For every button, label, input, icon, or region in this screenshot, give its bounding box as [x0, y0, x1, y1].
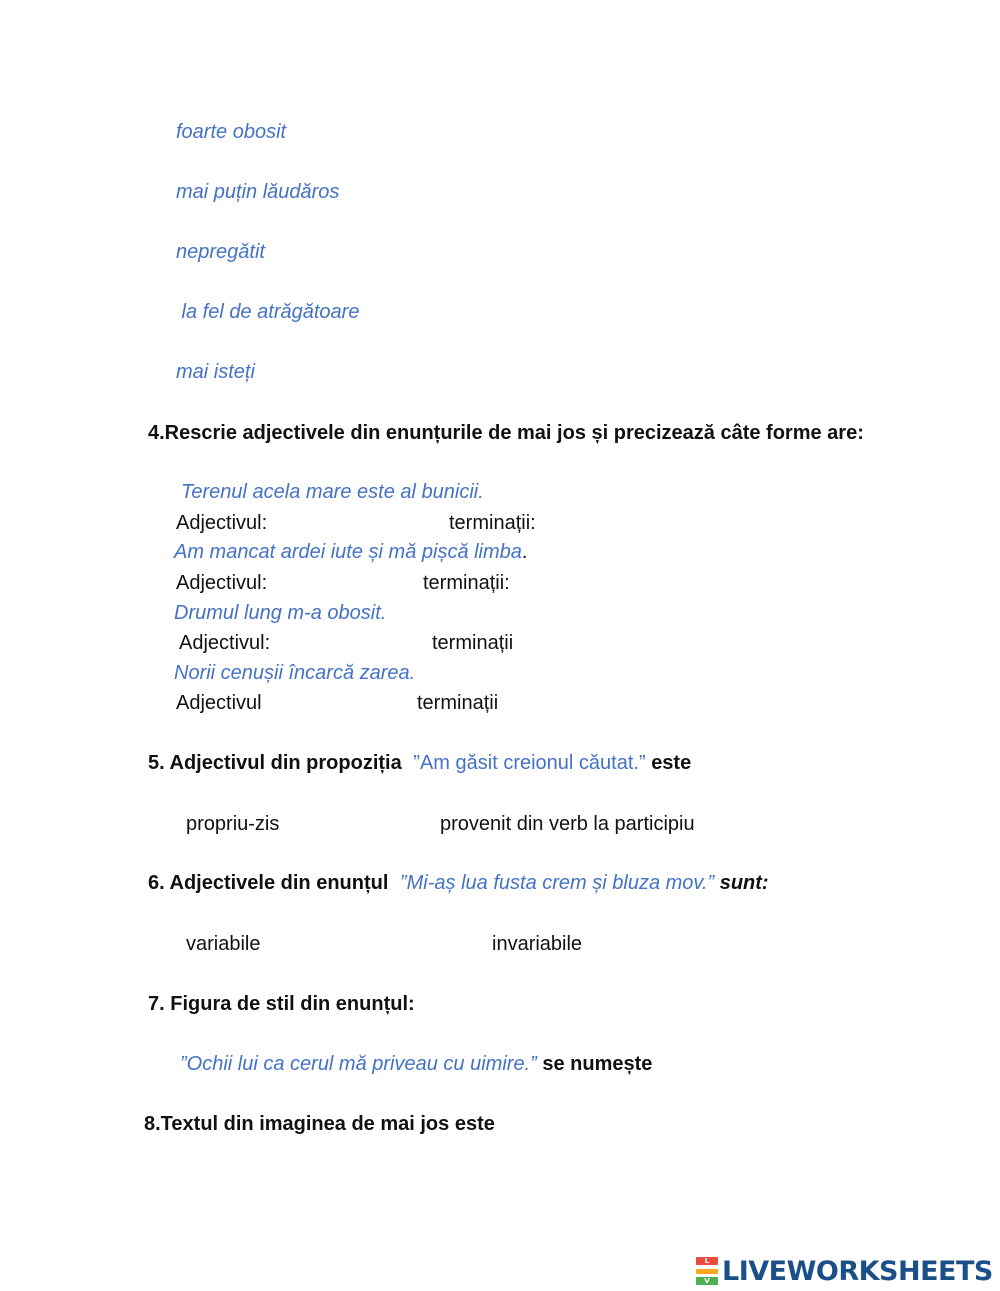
question-8-prompt: 8.Textul din imaginea de mai jos este — [144, 1113, 495, 1135]
answer-option-2: mai puțin lăudăros — [176, 181, 340, 203]
answer-option-1: foarte obosit — [176, 121, 287, 143]
question-5-prompt: 5. Adjectivul din propoziția — [148, 752, 402, 774]
q4-adjective-label-3: Adjectivul: — [179, 632, 271, 654]
question-5 — [148, 751, 691, 775]
q5-option-propriu-zis[interactable]: propriu-zis — [186, 813, 280, 835]
q4-terminations-label-3: terminații — [432, 632, 514, 654]
q6-option-invariabile[interactable]: invariabile — [492, 933, 583, 955]
q4-sentence-2-wrap — [174, 540, 527, 564]
q4-sentence-2: Am mancat ardei iute și mă pișcă limba — [174, 541, 522, 563]
question-6-suffix: sunt: — [719, 872, 769, 894]
answer-option-4: la fel de atrăgătoare — [176, 301, 360, 323]
answer-option-3: nepregătit — [176, 241, 265, 263]
question-5-suffix: este — [651, 752, 692, 774]
question-5-quote: ”Am găsit creionul căutat.” — [413, 752, 646, 774]
logo-mark-letter-v: V — [696, 1277, 718, 1285]
q4-sentence-4: Norii cenușii încarcă zarea. — [174, 662, 416, 684]
question-6 — [148, 871, 769, 895]
logo-mark-letter-l: L — [696, 1257, 718, 1265]
q4-adjective-label-1: Adjectivul: — [176, 512, 268, 534]
question-7-suffix: se numește — [542, 1053, 653, 1075]
q4-adjective-label-2: Adjectivul: — [176, 572, 268, 594]
q4-terminations-label-1: terminații: — [449, 512, 536, 534]
q4-sentence-1: Terenul acela mare este al bunicii. — [181, 481, 484, 503]
question-4-prompt: 4.Rescrie adjectivele din enunțurile de mai jos și precizează câte forme are: — [148, 422, 864, 444]
question-6-prompt: 6. Adjectivele din enunțul — [148, 872, 389, 894]
q6-option-variabile[interactable]: variabile — [186, 933, 261, 955]
q4-sentence-2-period: . — [521, 541, 528, 563]
question-7-line — [180, 1052, 652, 1076]
liveworksheets-logo — [696, 1255, 993, 1287]
q4-sentence-3: Drumul lung m-a obosit. — [174, 602, 387, 624]
q4-terminations-label-4: terminații — [417, 692, 499, 714]
q5-option-participiu[interactable]: provenit din verb la participiu — [440, 813, 695, 835]
question-6-quote: ”Mi-aș lua fusta crem și bluza mov.” — [399, 872, 715, 894]
q4-adjective-label-4: Adjectivul — [176, 692, 262, 714]
logo-mark-icon — [696, 1257, 718, 1285]
answer-option-5: mai isteți — [176, 361, 255, 383]
logo-text: LIVEWORKSHEETS — [722, 1255, 993, 1287]
question-7-quote: ”Ochii lui ca cerul mă priveau cu uimire.” — [180, 1053, 537, 1075]
question-7-prompt: 7. Figura de stil din enunțul: — [148, 993, 415, 1015]
logo-mark-letter-i — [696, 1269, 718, 1274]
q4-terminations-label-2: terminații: — [423, 572, 510, 594]
